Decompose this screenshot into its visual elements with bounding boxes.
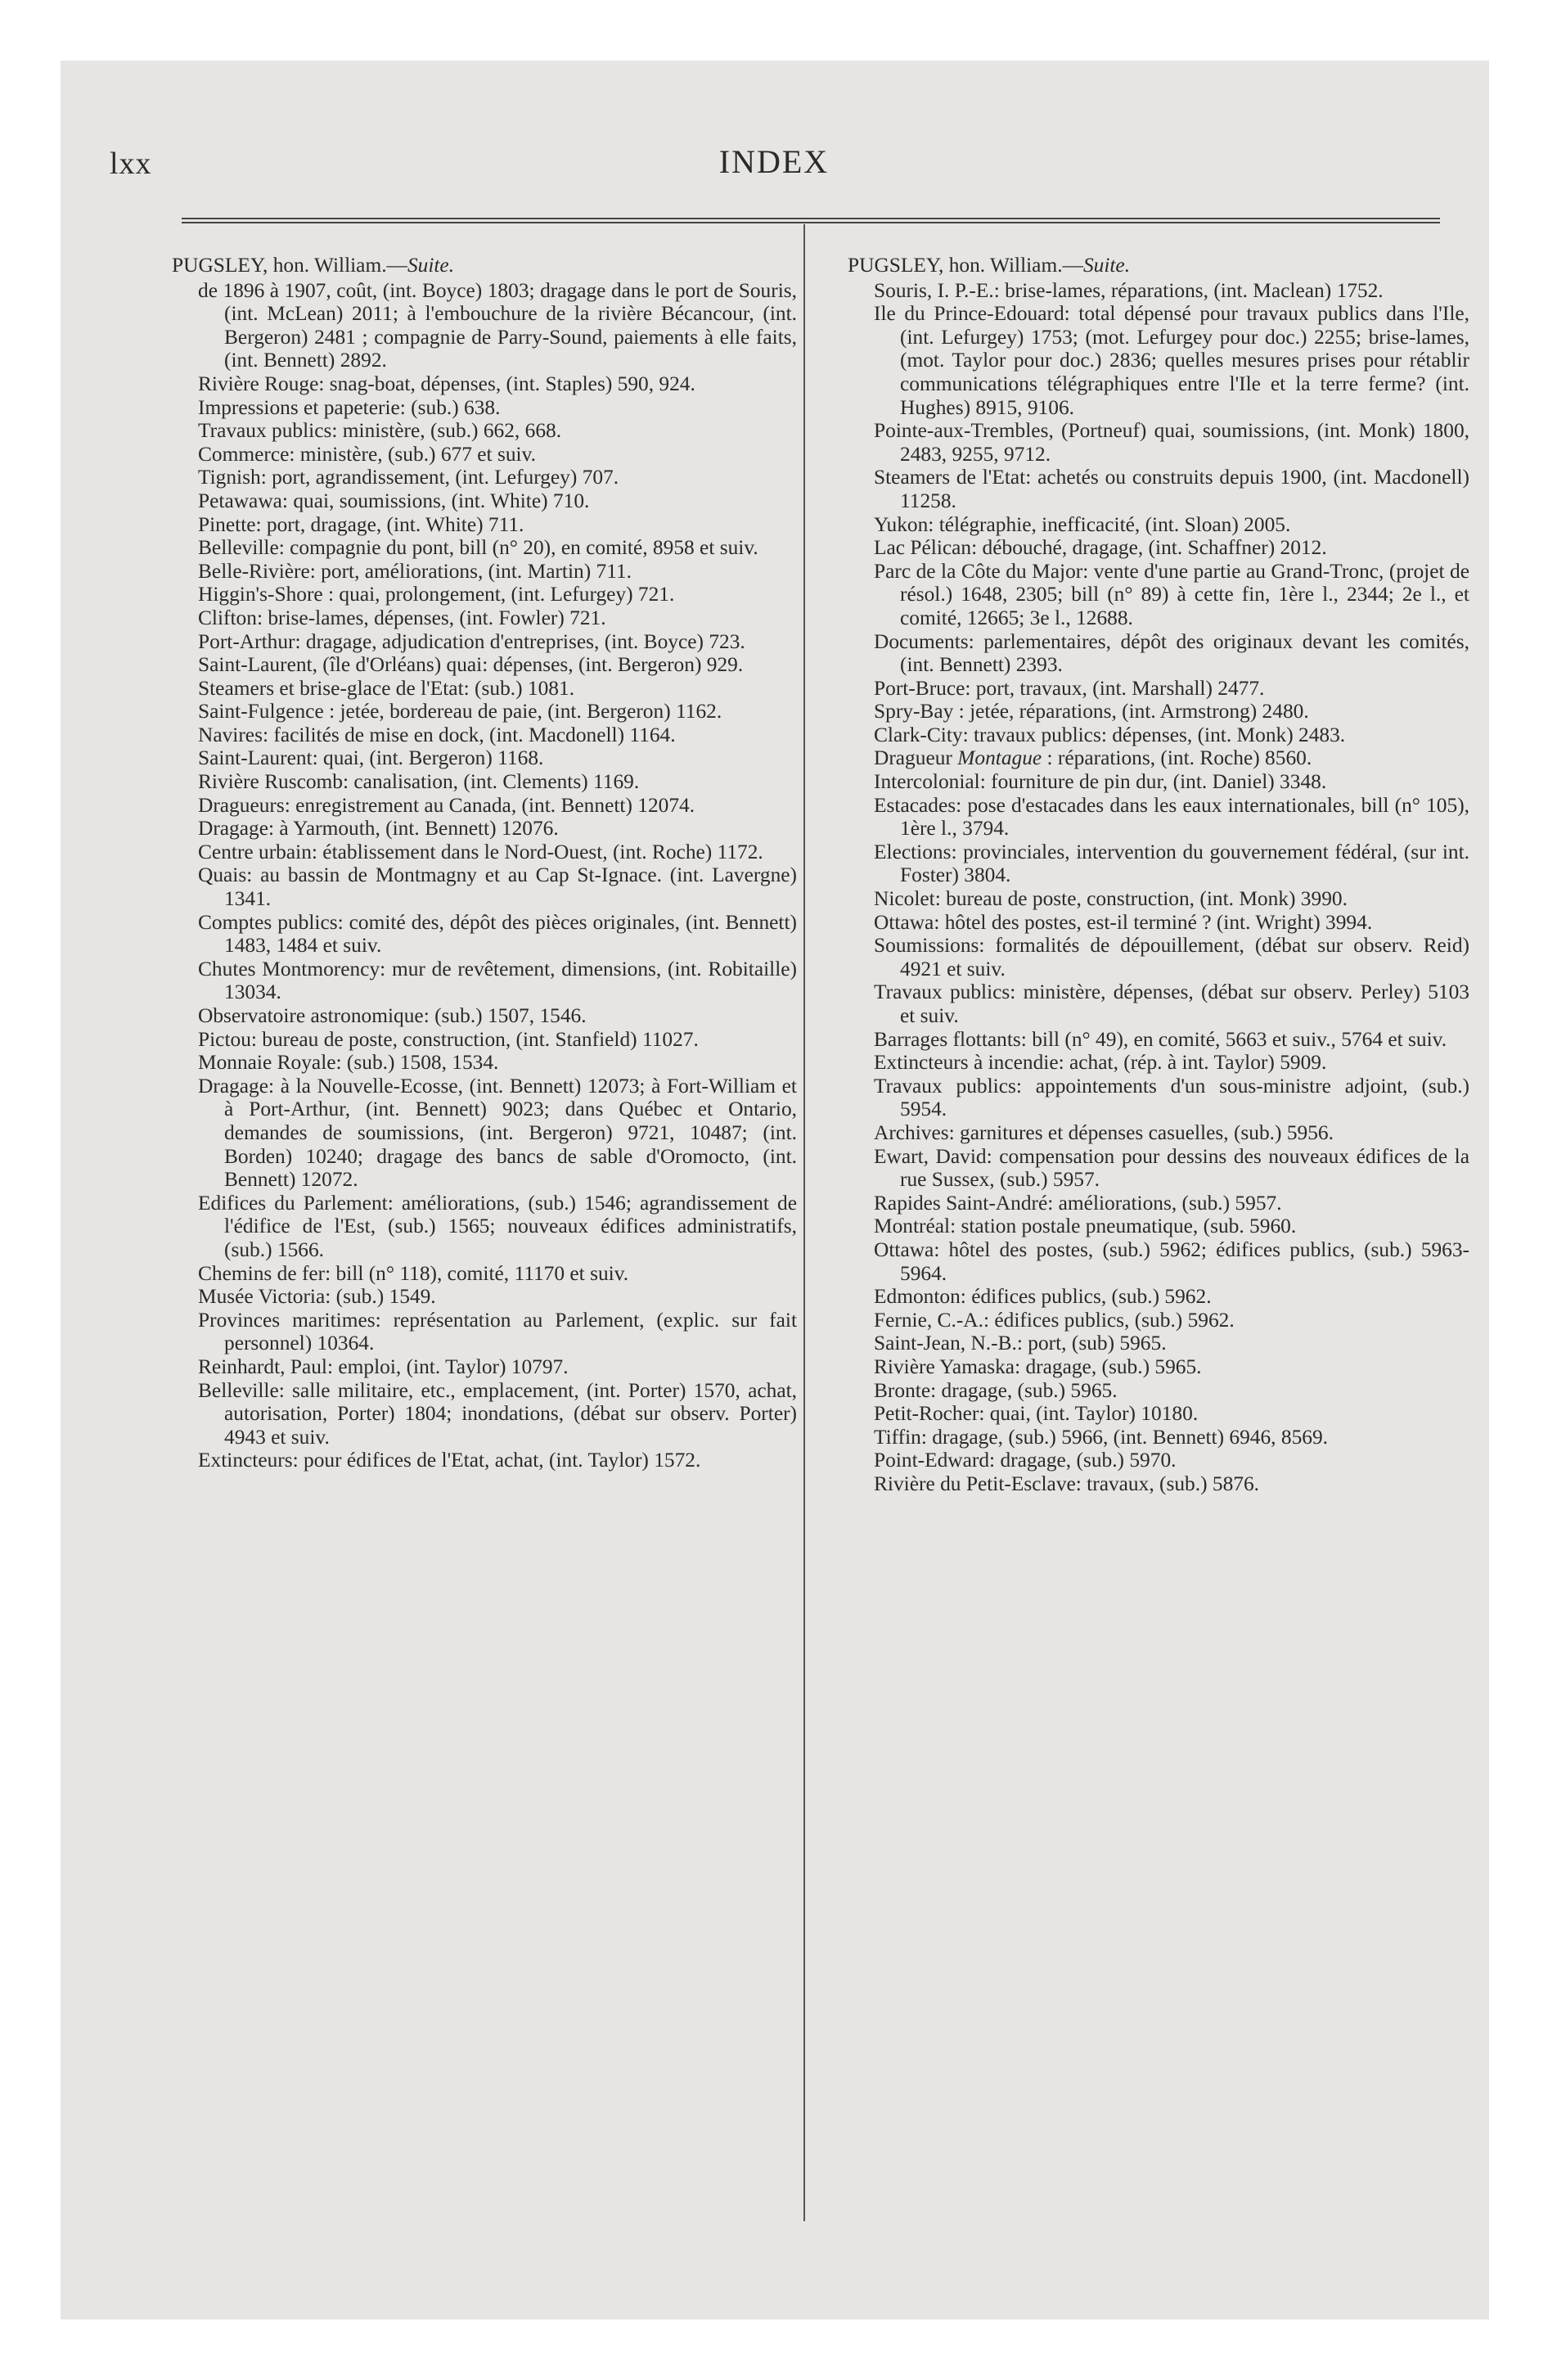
left-column-heading [172,254,797,277]
index-entry: Tignish: port, agrandissement, (int. Lefurgey) 707. [198,466,619,489]
index-entry: Clark-City: travaux publics: dépenses, (int. Monk) 2483. [874,723,1346,746]
index-entry: Port-Bruce: port, travaux, (int. Marshall) 2477. [874,676,1265,700]
index-entry-dragueur [874,746,1469,770]
index-entry: Steamers de l'Etat: achetés ou construits depuis 1900, (int. Macdonell) 11258. [874,466,1469,512]
index-entry: Edmonton: édifices publics, (sub.) 5962. [874,1285,1212,1309]
index-entry: Quais: au bassin de Montmagny et au Cap St-Ignace. (int. Lavergne) 1341. [198,863,797,911]
index-entry: Pinette: port, dragage, (int. White) 711. [198,512,524,536]
index-entry: Saint-Laurent, (île d'Orléans) quai: dépenses, (int. Bergeron) 929. [198,653,744,677]
index-entry: Edifices du Parlement: améliorations, (sub.) 1546; agrandissement de l'édifice de l'Est, (sub.) 1565; nouveaux édifices administratifs, (sub.) 1566. [198,1191,797,1261]
index-entry: Pointe-aux-Trembles, (Portneuf) quai, soumissions, (int. Monk) 1800, 2483, 9255, 9712. [874,419,1469,466]
index-entry: Intercolonial: fourniture de pin dur, (int. Daniel) 3348. [874,770,1327,794]
index-entry: Travaux publics: ministère, dépenses, (débat sur observ. Perley) 5103 et suiv. [874,980,1469,1027]
index-entry: Navires: facilités de mise en dock, (int. Macdonell) 1164. [198,723,676,746]
index-entry: Rivière Yamaska: dragage, (sub.) 5965. [874,1355,1202,1378]
index-entry: Ottawa: hôtel des postes, est-il terminé ? (int. Wright) 3994. [874,910,1373,934]
index-entry: Travaux publics: appointements d'un sous-ministre adjoint, (sub.) 5954. [874,1074,1469,1121]
entry-suffix: : réparations, (int. Roche) 8560. [1042,746,1312,770]
index-entry: Clifton: brise-lames, dépenses, (int. Fowler) 721. [198,606,606,629]
index-entry: Centre urbain: établissement dans le Nord-Ouest, (int. Roche) 1172. [198,840,763,863]
index-entry: Fernie, C.-A.: édifices publics, (sub.) 5962. [874,1308,1235,1332]
page-number: lxx [110,146,152,181]
left-entry-list [198,279,797,1472]
index-entry: Chemins de fer: bill (n° 118), comité, 11170 et suiv. [198,1261,629,1285]
index-entry: Barrages flottants: bill (n° 49), en comité, 5663 et suiv., 5764 et suiv. [874,1027,1447,1051]
index-entry: Chutes Montmorency: mur de revêtement, dimensions, (int. Robitaille) 13034. [198,957,797,1004]
index-entry: Dragage: à Yarmouth, (int. Bennett) 12076. [198,817,559,841]
index-entry: Montréal: station postale pneumatique, (sub. 5960. [874,1215,1297,1238]
index-entry: Belleville: compagnie du pont, bill (n° 20), en comité, 8958 et suiv. [198,536,758,560]
index-entry: Rivière Rouge: snag-boat, dépenses, (int. Staples) 590, 924. [198,372,695,395]
page-title: INDEX [718,143,830,180]
index-entry: Ewart, David: compensation pour dessins des nouveaux édifices de la rue Sussex, (sub.) 5957. [874,1144,1469,1192]
index-entry: Petawawa: quai, soumissions, (int. White) 710. [198,489,590,512]
index-entry: Lac Pélican: débouché, dragage, (int. Schaffner) 2012. [874,536,1327,560]
index-entry: Documents: parlementaires, dépôt des originaux devant les comités, (int. Bennett) 2393. [874,629,1469,677]
index-entry: Petit-Rocher: quai, (int. Taylor) 10180. [874,1402,1199,1426]
heading-suite: Suite. [407,254,455,277]
heading-name: PUGSLEY, hon. William.— [172,254,407,277]
heading-name: PUGSLEY, hon. William.— [848,254,1083,277]
index-entry: Steamers et brise-glace de l'Etat: (sub.) 1081. [198,676,575,700]
index-entry: Observatoire astronomique: (sub.) 1507, 1546. [198,1004,587,1027]
index-entry: Souris, I. P.-E.: brise-lames, réparations, (int. Maclean) 1752. [874,278,1384,302]
index-entry: Comptes publics: comité des, dépôt des pièces originales, (int. Bennett) 1483, 1484 et suiv. [198,910,797,958]
index-entry: Tiffin: dragage, (sub.) 5966, (int. Bennett) 6946, 8569. [874,1425,1329,1449]
index-entry: Extincteurs à incendie: achat, (rép. à int. Taylor) 5909. [874,1051,1327,1075]
index-entry: Saint-Laurent: quai, (int. Bergeron) 1168. [198,746,544,770]
index-entry: Ile du Prince-Edouard: total dépensé pour travaux publics dans l'Ile, (int. Lefurgey) 1753; (mot. Lefurgey pour doc.) 2255; brise-lames, (mot. Taylor pour doc.) 2836; quelles mesures prises pour rétablir communications télégraphiques entre l'Ile et la terre ferme? (int. Hughes) 8915, 9106. [874,302,1469,419]
index-entry: Higgin's-Shore : quai, prolongement, (int. Lefurgey) 721. [198,583,675,606]
right-column-heading [848,254,1469,277]
index-entry: Travaux publics: ministère, (sub.) 662, 668. [198,419,562,443]
index-entry: Belle-Rivière: port, améliorations, (int. Martin) 711. [198,559,632,583]
index-entry: Extincteurs: pour édifices de l'Etat, achat, (int. Taylor) 1572. [198,1449,701,1472]
index-entry: Provinces maritimes: représentation au Parlement, (explic. sur fait personnel) 10364. [198,1308,797,1355]
right-column [848,254,1469,1495]
index-entry: Elections: provinciales, intervention du gouvernement fédéral, (sur int. Foster) 3804. [874,840,1469,887]
index-entry: Commerce: ministère, (sub.) 677 et suiv. [198,442,536,466]
index-entry: Nicolet: bureau de poste, construction, (int. Monk) 3990. [874,887,1348,911]
index-entry: Belleville: salle militaire, etc., emplacement, (int. Porter) 1570, achat, autorisation, Porter) 1804; inondations, (débat sur observ. Porter) 4943 et suiv. [198,1378,797,1449]
index-entry: Rivière Ruscomb: canalisation, (int. Clements) 1169. [198,770,640,794]
column-divider [803,224,805,2221]
index-entry: Yukon: télégraphie, inefficacité, (int. Sloan) 2005. [874,512,1291,536]
heading-suite: Suite. [1082,254,1131,277]
index-entry: Soumissions: formalités de dépouillement, (débat sur observ. Reid) 4921 et suiv. [874,934,1469,980]
index-entry: Spry-Bay : jetée, réparations, (int. Armstrong) 2480. [874,700,1309,723]
index-entry: Saint-Fulgence : jetée, bordereau de paie, (int. Bergeron) 1162. [198,700,722,723]
index-entry: Musée Victoria: (sub.) 1549. [198,1285,436,1309]
right-entry-list [874,279,1469,1496]
index-entry: Pictou: bureau de poste, construction, (int. Stanfield) 11027. [198,1027,699,1051]
index-entry: Ottawa: hôtel des postes, (sub.) 5962; édifices publics, (sub.) 5963-5964. [874,1237,1469,1285]
index-entry: Dragueurs: enregistrement au Canada, (int. Bennett) 12074. [198,793,695,817]
index-entry: Rivière du Petit-Esclave: travaux, (sub.) 5876. [874,1472,1260,1495]
index-entry: Estacades: pose d'estacades dans les eaux internationales, bill (n° 105), 1ère l., 3794. [874,793,1469,841]
index-entry: Archives: garnitures et dépenses casuelles, (sub.) 5956. [874,1120,1334,1144]
header-rule [182,218,1440,223]
index-entry: Monnaie Royale: (sub.) 1508, 1534. [198,1051,499,1075]
index-entry: Parc de la Côte du Major: vente d'une partie au Grand-Tronc, (projet de résol.) 1648, 2305; bill (n° 89) à cette fin, 1ère l., 2344; 2e l., et comité, 12665; 3e l., 12688. [874,559,1469,629]
ship-name: Montague [957,746,1042,770]
entry-prefix: Dragueur [874,746,958,770]
left-column [172,254,797,1472]
index-entry: Dragage: à la Nouvelle-Ecosse, (int. Bennett) 12073; à Fort-William et à Port-Arthur, (int. Bennett) 9023; dans Québec et Ontario, demandes de soumissions, (int. Bergeron) 9721, 10487; (int. Borden) 10240; dragage des bancs de sable d'Oromocto, (int. Bennett) 12072. [198,1074,797,1192]
index-entry: Impressions et papeterie: (sub.) 638. [198,395,501,419]
index-entry: Saint-Jean, N.-B.: port, (sub) 5965. [874,1332,1167,1355]
index-entry: Bronte: dragage, (sub.) 5965. [874,1378,1118,1402]
index-entry: Port-Arthur: dragage, adjudication d'entreprises, (int. Boyce) 723. [198,629,745,653]
index-entry: de 1896 à 1907, coût, (int. Boyce) 1803; dragage dans le port de Souris, (int. McLean) 2011; à l'embouchure de la rivière Bécancour, (int. Bergeron) 2481 ; compagnie de Parry-Sound, paiements à elle faits, (int. Bennett) 2892. [198,278,797,372]
index-entry: Reinhardt, Paul: emploi, (int. Taylor) 10797. [198,1355,569,1378]
index-entry: Point-Edward: dragage, (sub.) 5970. [874,1449,1177,1472]
index-entry: Rapides Saint-André: améliorations, (sub.) 5957. [874,1191,1282,1215]
